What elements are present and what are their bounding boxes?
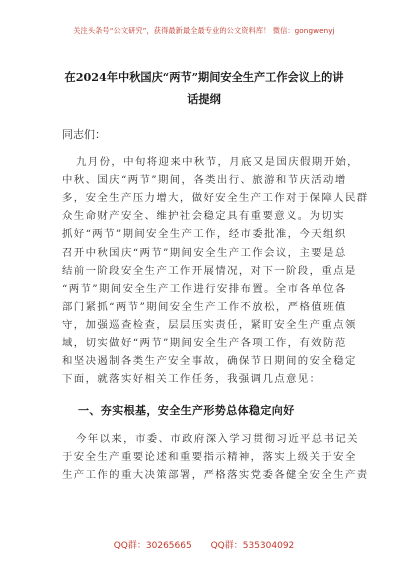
paragraph-line: 中秋、国庆“两节”期间，各类出行、旅游和节庆活动增 xyxy=(62,174,347,187)
paragraph-line: 域，切实做好“两节”期间安全生产各项工作，有效防范 xyxy=(62,337,347,349)
footer-qq-group-2: QQ群：535304092 xyxy=(210,541,295,551)
paragraph-line: 部门紧抓“两节”期间安全生产工作不放松，严格值班值 xyxy=(62,300,347,313)
paragraph-line: 抓好“两节”期间安全生产工作，经市委批准，今天组织 xyxy=(62,228,347,241)
paragraph-line: 众生命财产安全、维护社会稳定具有重要意义。为切实 xyxy=(62,210,345,223)
paragraph-line: 守，加强巡查检查，层层压实责任，紧盯安全生产重点领 xyxy=(62,318,357,331)
paragraph-line: 今年以来，市委、市政府深入学习贯彻习近平总书记关 xyxy=(76,433,359,445)
paragraph-line: 于安全生产重要论述和重要指示精神，落实上级关于安全 xyxy=(62,451,357,464)
footer-qq xyxy=(0,538,408,551)
paragraph-line: 和坚决遏制各类生产安全事故，确保节日期间的安全稳定 xyxy=(62,355,357,368)
paragraph-line: “两节”期间安全生产工作进行安排布置。全市各单位各 xyxy=(62,282,347,295)
paragraph-line: 结前一阶段安全生产工作开展情况，对下一阶段，重点是 xyxy=(62,264,357,277)
paragraph-line: 下面，就落实好相关工作任务，我强调几点意见： xyxy=(62,373,322,386)
document-title-line1: 在2024年中秋国庆“两节”期间安全生产工作会议上的讲 xyxy=(64,70,344,84)
footer-qq-group-1: QQ群：30265665 xyxy=(113,541,192,551)
salutation: 同志们： xyxy=(62,128,106,141)
section-1-heading: 一、夯实根基，安全生产形势总体稳定向好 xyxy=(78,404,295,417)
header-notice: 关注头条号“公文研究”，获得最新最全最专业的公文资料库！ 微信：gongwenyj xyxy=(73,26,335,35)
paragraph-line: 召开中秋国庆“两节”期间安全生产工作会议，主要是总 xyxy=(62,246,347,259)
paragraph-line: 多，安全生产压力增大，做好安全生产工作对于保障人民群 xyxy=(62,192,369,205)
paragraph-line: 九月份，中旬将迎来中秋节，月底又是国庆假期开始， xyxy=(76,156,359,168)
paragraph-line: 生产工作的重大决策部署，严格落实党委各健全安全生产责 xyxy=(62,469,369,482)
document-title-line2: 话提纲 xyxy=(187,92,221,106)
